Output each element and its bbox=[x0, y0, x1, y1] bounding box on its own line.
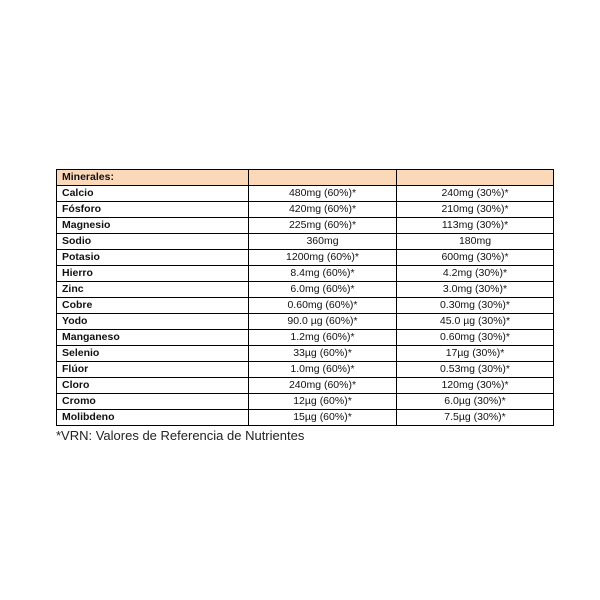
table-row bbox=[57, 362, 554, 378]
table-row bbox=[57, 298, 554, 314]
value-col-2: 8.4mg (60%)* bbox=[249, 266, 397, 282]
value-col-3: 180mg bbox=[397, 234, 554, 250]
mineral-name: Yodo bbox=[57, 314, 249, 330]
value-col-2: 12µg (60%)* bbox=[249, 394, 397, 410]
value-col-2: 420mg (60%)* bbox=[249, 202, 397, 218]
value-col-2: 1.0mg (60%)* bbox=[249, 362, 397, 378]
table-row bbox=[57, 330, 554, 346]
value-col-2: 240mg (60%)* bbox=[249, 378, 397, 394]
table-row bbox=[57, 266, 554, 282]
header-col-2 bbox=[249, 170, 397, 186]
value-col-3: 600mg (30%)* bbox=[397, 250, 554, 266]
value-col-3: 0.60mg (30%)* bbox=[397, 330, 554, 346]
table-row bbox=[57, 250, 554, 266]
mineral-name: Magnesio bbox=[57, 218, 249, 234]
table-header-row bbox=[57, 170, 554, 186]
mineral-name: Cobre bbox=[57, 298, 249, 314]
value-col-3: 0.53mg (30%)* bbox=[397, 362, 554, 378]
table-row bbox=[57, 410, 554, 426]
table-row bbox=[57, 314, 554, 330]
value-col-2: 33µg (60%)* bbox=[249, 346, 397, 362]
mineral-name: Zinc bbox=[57, 282, 249, 298]
value-col-2: 360mg bbox=[249, 234, 397, 250]
table-row bbox=[57, 346, 554, 362]
value-col-2: 1.2mg (60%)* bbox=[249, 330, 397, 346]
value-col-3: 113mg (30%)* bbox=[397, 218, 554, 234]
mineral-name: Hierro bbox=[57, 266, 249, 282]
value-col-3: 6.0µg (30%)* bbox=[397, 394, 554, 410]
table-row bbox=[57, 202, 554, 218]
mineral-name: Selenio bbox=[57, 346, 249, 362]
mineral-name: Calcio bbox=[57, 186, 249, 202]
mineral-name: Molibdeno bbox=[57, 410, 249, 426]
mineral-name: Cloro bbox=[57, 378, 249, 394]
table-row bbox=[57, 186, 554, 202]
value-col-2: 15µg (60%)* bbox=[249, 410, 397, 426]
footnote: *VRN: Valores de Referencia de Nutrientes bbox=[56, 428, 305, 443]
header-col-3 bbox=[397, 170, 554, 186]
table-row bbox=[57, 378, 554, 394]
section-label: Minerales: bbox=[57, 170, 249, 186]
value-col-3: 17µg (30%)* bbox=[397, 346, 554, 362]
mineral-name: Potasio bbox=[57, 250, 249, 266]
mineral-name: Fósforo bbox=[57, 202, 249, 218]
table-row bbox=[57, 394, 554, 410]
value-col-3: 0.30mg (30%)* bbox=[397, 298, 554, 314]
value-col-2: 1200mg (60%)* bbox=[249, 250, 397, 266]
value-col-2: 225mg (60%)* bbox=[249, 218, 397, 234]
mineral-name: Flúor bbox=[57, 362, 249, 378]
table-row bbox=[57, 234, 554, 250]
mineral-name: Manganeso bbox=[57, 330, 249, 346]
value-col-2: 480mg (60%)* bbox=[249, 186, 397, 202]
mineral-name: Sodio bbox=[57, 234, 249, 250]
value-col-3: 120mg (30%)* bbox=[397, 378, 554, 394]
table-row bbox=[57, 218, 554, 234]
value-col-3: 45.0 µg (30%)* bbox=[397, 314, 554, 330]
minerals-table bbox=[56, 169, 554, 426]
table-row bbox=[57, 282, 554, 298]
value-col-2: 90.0 µg (60%)* bbox=[249, 314, 397, 330]
value-col-3: 240mg (30%)* bbox=[397, 186, 554, 202]
value-col-2: 0.60mg (60%)* bbox=[249, 298, 397, 314]
value-col-3: 7.5µg (30%)* bbox=[397, 410, 554, 426]
value-col-3: 3.0mg (30%)* bbox=[397, 282, 554, 298]
mineral-name: Cromo bbox=[57, 394, 249, 410]
value-col-3: 4.2mg (30%)* bbox=[397, 266, 554, 282]
value-col-3: 210mg (30%)* bbox=[397, 202, 554, 218]
value-col-2: 6.0mg (60%)* bbox=[249, 282, 397, 298]
